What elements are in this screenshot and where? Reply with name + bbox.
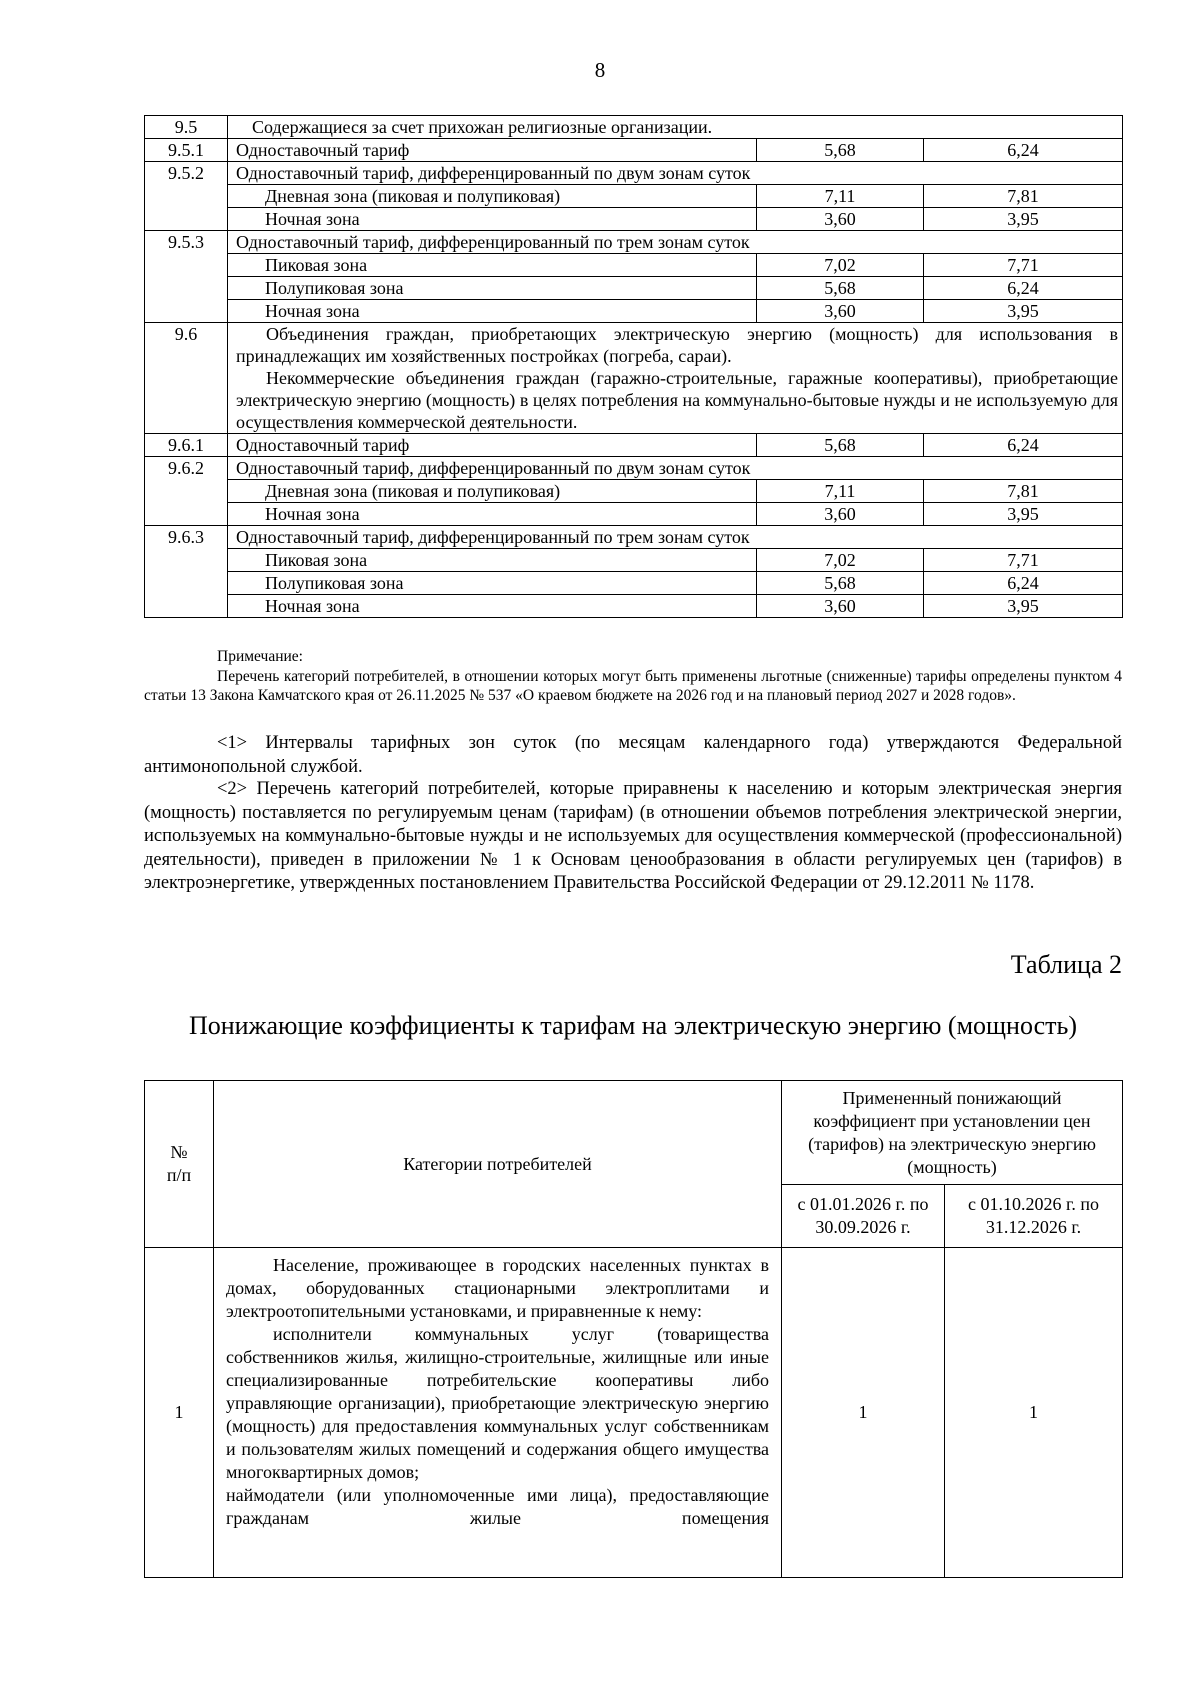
row-value-1: 1 [782, 1248, 945, 1578]
page-number: 8 [594, 58, 606, 82]
row-heading: Одноставочный тариф, дифференцированный по трем зонам суток [228, 231, 1123, 254]
row-heading: Одноставочный тариф, дифференцированный по двум зонам суток [228, 162, 1123, 185]
tariff-value-1: 5,68 [757, 139, 924, 162]
row-label: Пиковая зона [228, 549, 757, 572]
tariff-value-2: 3,95 [924, 503, 1123, 526]
description-paragraph-1: Объединения граждан, приобретающих электрическую энергию (мощность) для использования в принадлежащих им хозяйственных постройках (погреба, сараи). [236, 324, 1119, 366]
tariff-value-2: 7,81 [924, 480, 1123, 503]
tariff-value-1: 5,68 [757, 572, 924, 595]
row-label: Дневная зона (пиковая и полупиковая) [228, 185, 757, 208]
table-row [145, 185, 1123, 208]
table-row [145, 572, 1123, 595]
tariff-value-1: 7,11 [757, 480, 924, 503]
row-number: 9.6.1 [145, 434, 228, 457]
row-number: 9.5.2 [145, 162, 228, 231]
row-label: Ночная зона [228, 208, 757, 231]
row-number: 9.6 [145, 323, 228, 434]
tariff-value-2: 6,24 [924, 572, 1123, 595]
note-body: Перечень категорий потребителей, в отношении которых могут быть применены льготные (сниженные) тарифы определены пунктом 4 статьи 13 Закона Камчатского края от 26.11.2025 № 537 «О краевом бюджете на 2026 год и на плановый период 2027 и 2028 годов». [144, 668, 1122, 704]
table-row [145, 231, 1123, 254]
row-number: 9.5.1 [145, 139, 228, 162]
tariff-table [144, 115, 1123, 618]
category-paragraph-2: исполнители коммунальных услуг (товарищества собственников жилья, жилищно-строительные, жилищные или иные специализированные потребительские кооперативы либо управляющие организации), приобретающие электрическую энергию (мощность) для предоставления коммунальных услуг собственникам и пользователям жилых помещений и содержания общего имущества многоквартирных домов; [226, 1324, 769, 1482]
table-row [145, 254, 1123, 277]
row-heading: Содержащиеся за счет прихожан религиозные организации. [228, 116, 1123, 139]
table-row [145, 208, 1123, 231]
row-number: 9.5.3 [145, 231, 228, 323]
table-row [145, 162, 1123, 185]
tariff-value-1: 3,60 [757, 208, 924, 231]
tariff-value-2: 7,71 [924, 549, 1123, 572]
tariff-value-2: 7,81 [924, 185, 1123, 208]
table-row [145, 116, 1123, 139]
row-heading: Одноставочный тариф, дифференцированный по трем зонам суток [228, 526, 1123, 549]
footnote-1: <1> Интервалы тарифных зон суток (по месяцам календарного года) утверждаются Федеральной антимонопольной службой. [144, 733, 1122, 777]
tariff-value-2: 6,24 [924, 434, 1123, 457]
table-row [145, 457, 1123, 480]
tariff-value-2: 7,71 [924, 254, 1123, 277]
tariff-value-1: 7,11 [757, 185, 924, 208]
row-label: Дневная зона (пиковая и полупиковая) [228, 480, 757, 503]
tariff-value-1: 5,68 [757, 277, 924, 300]
note-title: Примечание: [217, 648, 303, 665]
row-label: Ночная зона [228, 503, 757, 526]
table-row [145, 434, 1123, 457]
header-num: № п/п [145, 1081, 214, 1248]
row-category [214, 1248, 782, 1578]
table-row [145, 480, 1123, 503]
tariff-value-2: 6,24 [924, 139, 1123, 162]
row-value-2: 1 [945, 1248, 1123, 1578]
tariff-value-1: 3,60 [757, 595, 924, 618]
tariff-value-1: 5,68 [757, 434, 924, 457]
row-label: Полупиковая зона [228, 277, 757, 300]
description-paragraph-2: Некоммерческие объединения граждан (гаражно-строительные, гаражные кооперативы), приобретающие электрическую энергию (мощность) в целях потребления на коммунально-бытовые нужды и не используемую для осуществления коммерческой деятельности. [236, 368, 1119, 432]
table-row [145, 300, 1123, 323]
header-category: Категории потребителей [214, 1081, 782, 1248]
table-row [145, 595, 1123, 618]
tariff-value-1: 3,60 [757, 503, 924, 526]
header-period-2: с 01.10.2026 г. по 31.12.2026 г. [945, 1185, 1123, 1248]
table-label: Таблица 2 [1010, 950, 1122, 979]
tariff-value-2: 3,95 [924, 595, 1123, 618]
table-row [145, 323, 1123, 434]
table-row [145, 503, 1123, 526]
category-paragraph-1: Население, проживающее в городских населенных пунктах в домах, оборудованных стационарными электроплитами и электроотопительными установками, и приравненные к нему: [226, 1255, 769, 1321]
header-period-1: с 01.01.2026 г. по 30.09.2026 г. [782, 1185, 945, 1248]
header-coef: Примененный понижающий коэффициент при установлении цен (тарифов) на электрическую энергию (мощность) [782, 1081, 1123, 1185]
tariff-value-1: 3,60 [757, 300, 924, 323]
table-row [145, 277, 1123, 300]
tariff-value-2: 3,95 [924, 208, 1123, 231]
tariff-value-1: 7,02 [757, 254, 924, 277]
table-title: Понижающие коэффициенты к тарифам на электрическую энергию (мощность) [188, 1011, 1078, 1040]
tariff-value-2: 3,95 [924, 300, 1123, 323]
row-label: Ночная зона [228, 595, 757, 618]
row-label: Одноставочный тариф [228, 434, 757, 457]
row-label: Ночная зона [228, 300, 757, 323]
row-number: 9.6.3 [145, 526, 228, 618]
table-row [145, 549, 1123, 572]
row-label: Одноставочный тариф [228, 139, 757, 162]
row-label: Пиковая зона [228, 254, 757, 277]
table-row [145, 526, 1123, 549]
row-number: 9.6.2 [145, 457, 228, 526]
tariff-value-1: 7,02 [757, 549, 924, 572]
footnote-2: <2> Перечень категорий потребителей, которые приравнены к населению и которым электрическая энергия (мощность) поставляется по регулируемым ценам (тарифам) (в отношении объемов потребления электрической энергии, используемых на коммунально-бытовые нужды и не используемых для осуществления коммерческой (профессиональной) деятельности), приведен в приложении № 1 к Основам ценообразования в области регулируемых цен (тарифов) в электроэнергетике, утвержденных постановлением Правительства Российской Федерации от 29.12.2011 № 1178. [144, 779, 1122, 893]
row-heading: Одноставочный тариф, дифференцированный по двум зонам суток [228, 457, 1123, 480]
row-label: Полупиковая зона [228, 572, 757, 595]
row-number: 9.5 [145, 116, 228, 139]
row-description [228, 323, 1123, 434]
row-num: 1 [145, 1248, 214, 1578]
category-paragraph-3: наймодатели (или уполномоченные ими лица), предоставляющие гражданам жилые помещения [226, 1485, 769, 1528]
coefficient-table [144, 1080, 1123, 1578]
table-row [145, 139, 1123, 162]
tariff-value-2: 6,24 [924, 277, 1123, 300]
